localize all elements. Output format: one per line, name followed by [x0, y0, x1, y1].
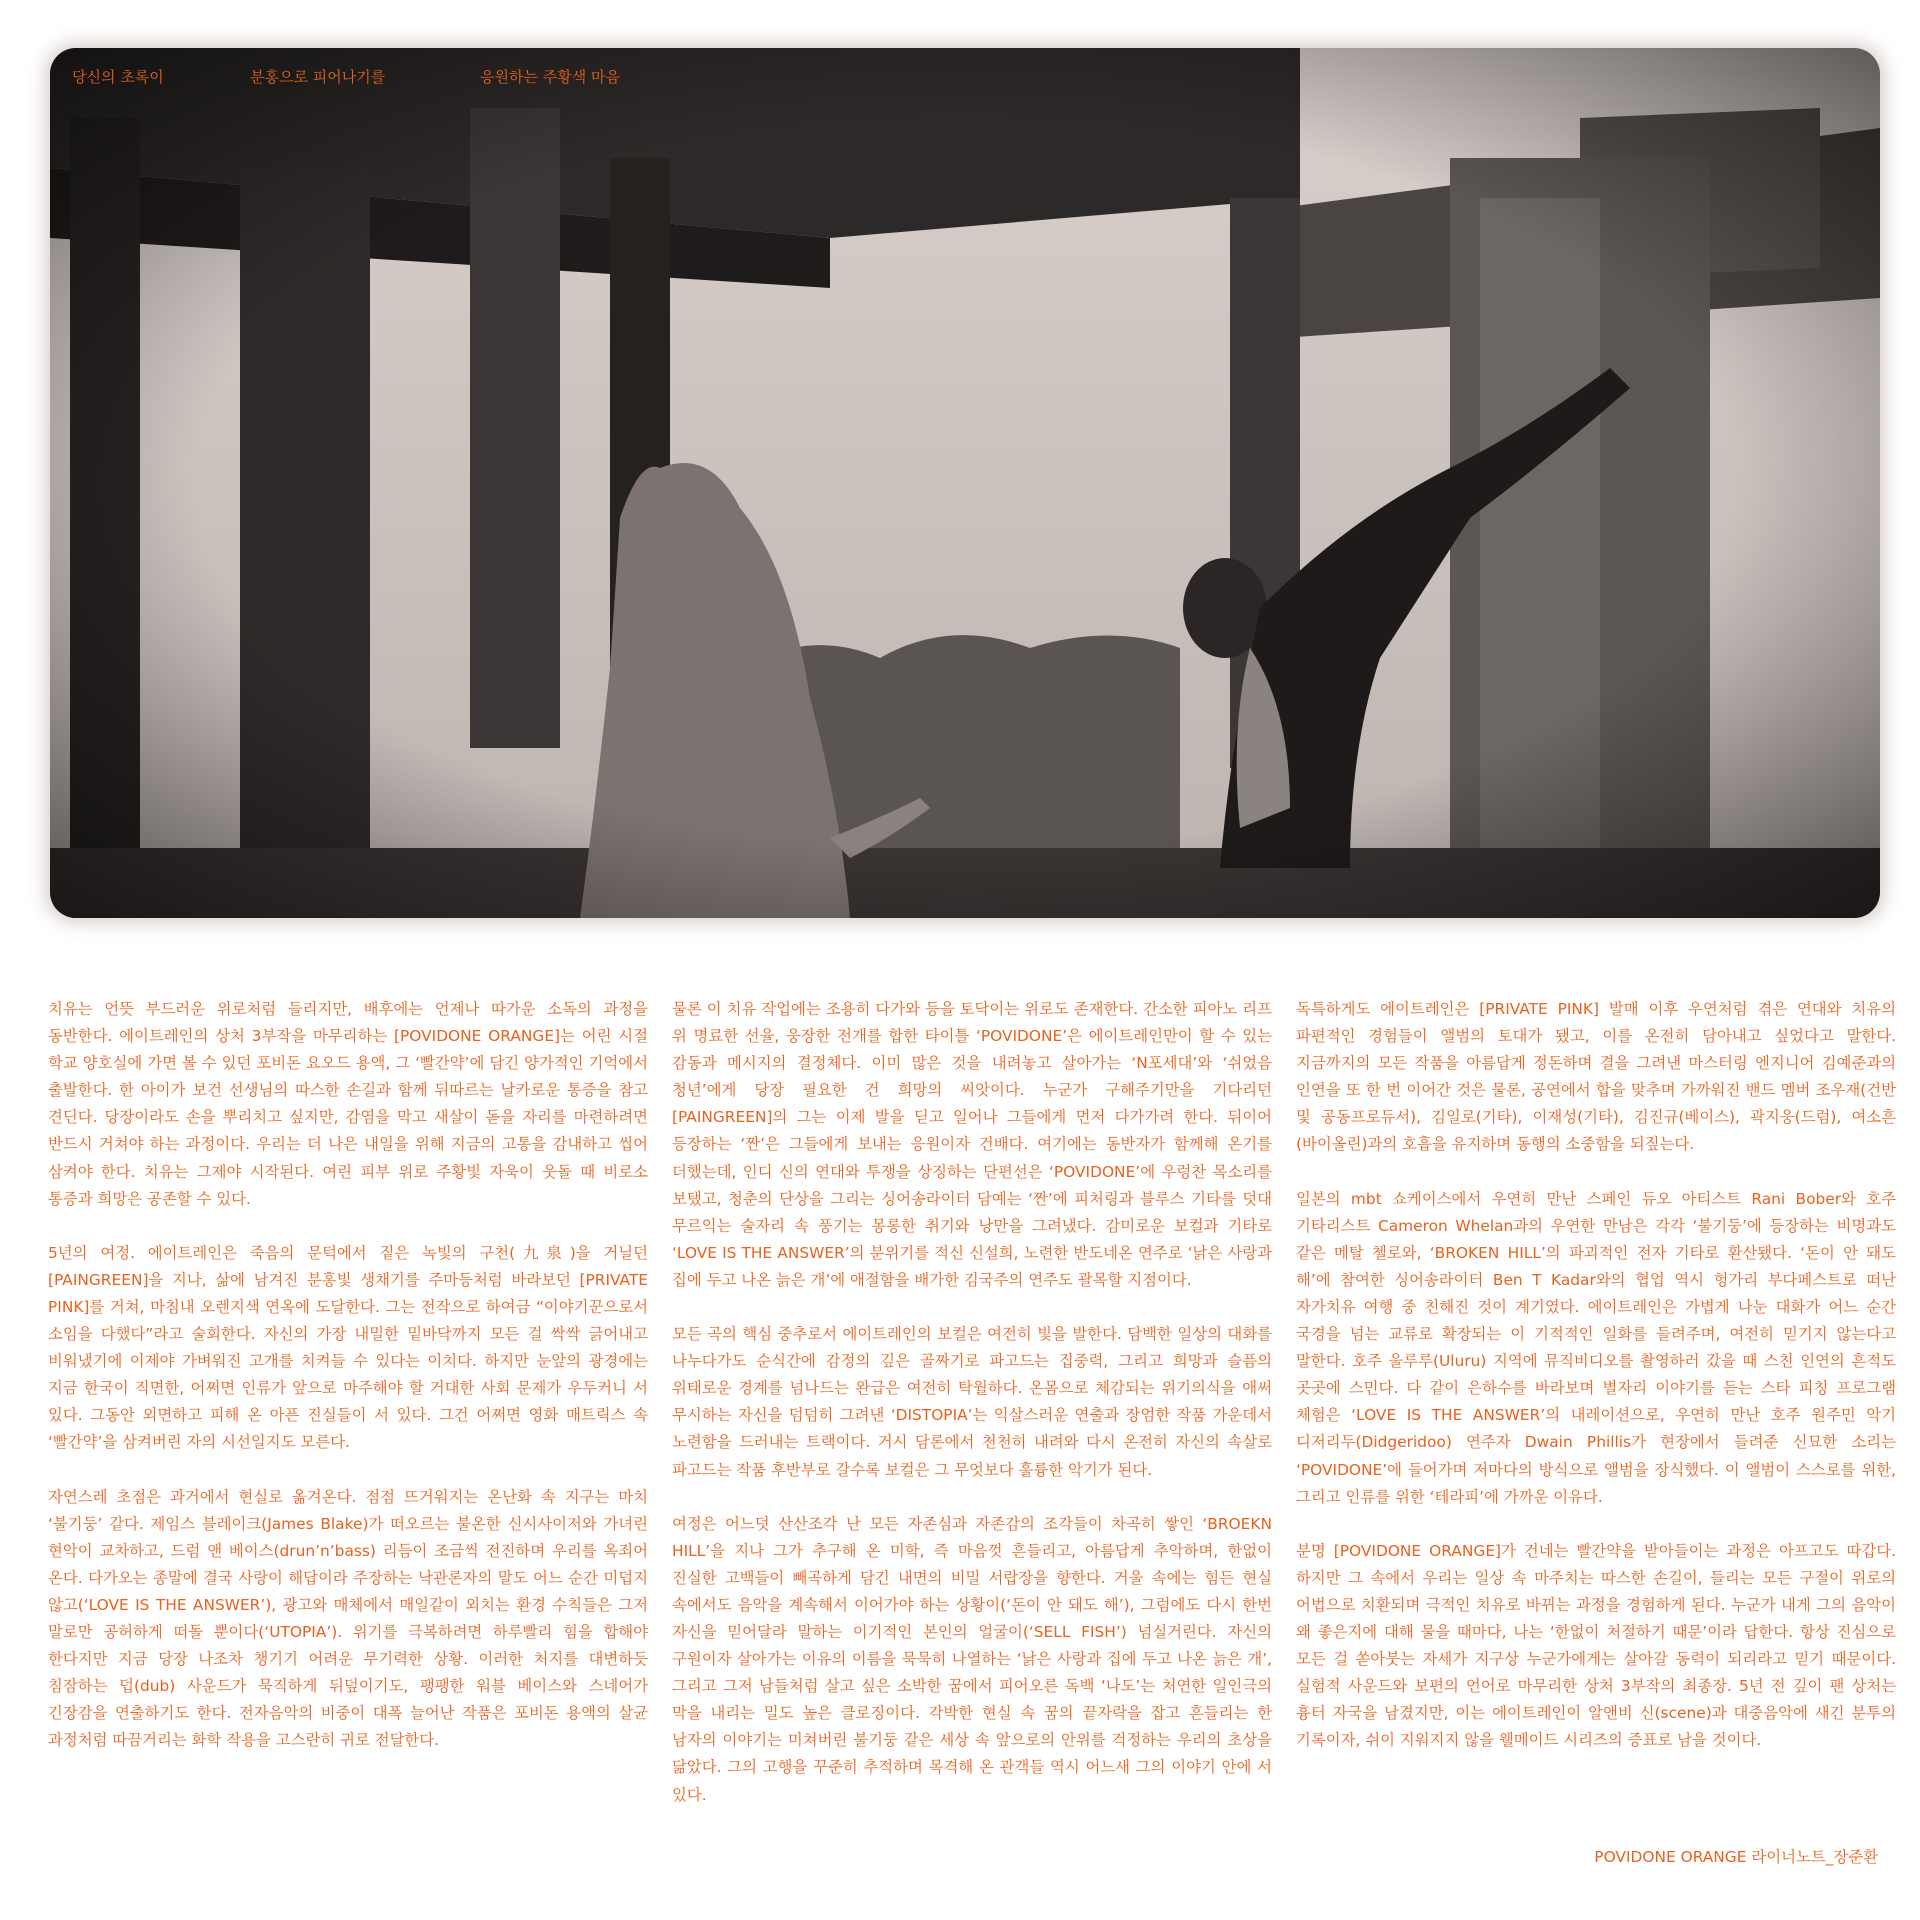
paragraph: 독특하게도 에이트레인은 [PRIVATE PINK] 발매 이후 우연처럼 겪은 연대와 치유의 파편적인 경험들이 앨범의 토대가 됐고, 이를 온전히 담아내고 싶었다고 말한다. 지금까지의 모든 작품을 아름답게 정돈하며 결을 그려낸 마스터링 엔지니어 김예준과의 인연을 또 한 번 이어간 것은 물론, 공연에서 합을 맞추며 가까워진 밴드 멤버 조우재(건반 및 공동프로듀서), 김일로(기타), 이재성(기타), 김진규(베이스), 곽지웅(드럼), 여소흔(바이올린)과의 호흡을 유지하며 동행의 소중함을 되짚는다. — [1296, 1000, 1896, 1154]
credit-line: POVIDONE ORANGE 라이너노트_장준환 — [1594, 1848, 1878, 1866]
text-column-2 — [672, 996, 1272, 1836]
text-column-1 — [48, 996, 648, 1781]
paragraph: 자연스레 초점은 과거에서 현실로 옮겨온다. 점점 뜨거워지는 온난화 속 지구는 마치 ‘불기둥’ 같다. 제임스 블레이크(James Blake)가 떠오르는 불온한 신시사이저와 가녀린 현악이 교차하고, 드럼 앤 베이스(drun’n’bass) 리듬이 조금씩 전진하며 우리를 옥죄어 온다. 다가오는 종말에 결국 사랑이 해답이라 주장하는 낙관론자의 말도 어느 순간 미덥지 않고(‘LOVE IS THE ANSWER’), 광고와 매체에서 매일같이 외치는 환경 수칙들은 그저 말로만 공허하게 떠돌 뿐이다(‘UTOPIA’). 위기를 극복하려면 하루빨리 힘을 합해야 한다지만 지금 당장 나조차 챙기기 어려운 무기력한 상황. 이러한 처지를 대변하듯 침잠하는 덥(dub) 사운드가 묵직하게 뒤덮이기도, 팽팽한 워블 베이스와 스네어가 긴장감을 연출하기도 한다. 전자음악의 비중이 대폭 늘어난 작품은 포비돈 용액의 살균 과정처럼 따끔거리는 화학 작용을 고스란히 귀로 전달한다. — [48, 1487, 648, 1750]
paragraph: 일본의 mbt 쇼케이스에서 우연히 만난 스페인 듀오 아티스트 Rani Bober와 호주 기타리스트 Cameron Whelan과의 우연한 만남은 각각 ‘불기둥’에 등장하는 비명과도 같은 메탈 첼로와, ‘BROKEN HILL’의 파괴적인 전자 기타로 환산됐다. ‘돈이 안 돼도 해’에 참여한 싱어송라이터 Ben T Kadar와의 협업 역시 헝가리 부다페스트로 떠난 자가치유 여행 중 친해진 것이 계기였다. 에이트레인은 가볍게 나눈 대화가 어느 순간 국경을 넘는 교류로 확장되는 이 기적적인 일화를 들려주며, 여전히 믿기지 않는다고 말한다. 호주 울루루(Uluru) 지역에 뮤직비디오를 촬영하러 갔을 때 스친 인연의 흔적도 곳곳에 스민다. 다 같이 은하수를 바라보며 별자리 이야기를 듣는 스타 피칭 프로그램 체험은 ‘LOVE IS THE ANSWER’의 내레이션으로, 우연히 만난 호주 원주민 악기 디저리두(Didgeridoo) 연주자 Dwain Phillis가 현장에서 들려준 신묘한 소리는 ‘POVIDONE’에 들어가며 저마다의 방식으로 앨범을 장식했다. 이 앨범이 스스로를 위한, 그리고 인류를 위한 ‘테라피’에 가까운 이유다. — [1296, 1189, 1896, 1506]
paragraph: 여정은 어느덧 산산조각 난 모든 자존심과 자존감의 조각들이 차곡히 쌓인 ‘BROEKN HILL’을 지나 그가 추구해 온 미학, 즉 마음껏 흔들리고, 아름답게 추악하며, 한없이 진실한 고백들이 빼곡하게 담긴 내면의 비밀 서랍장을 향한다. 거울 속에는 힘든 현실 속에서도 음악을 계속해서 이어가야 하는 상황이(‘돈이 안 돼도 해’), 그럼에도 다시 한번 자신을 믿어달라 말하는 이기적인 본인의 얼굴이(‘SELL FISH’) 넘실거린다. 자신의 구원이자 살아가는 이유의 이름을 묵묵히 나열하는 ‘낡은 사랑과 집에 두고 나온 늙은 개’, 그리고 그저 남들처럼 살고 싶은 소박한 꿈에서 피어오른 독백 ‘나도’는 처연한 일인극의 막을 내리는 밀도 높은 클로징이다. 각박한 현실 속 꿈의 끝자락을 잡고 흔들리는 한 남자의 이야기는 미쳐버린 불기둥 같은 세상 속 앞으로의 안위를 걱정하는 우리의 초상을 닮았다. 그의 고행을 꾸준히 추적하며 목격해 온 관객들 역시 어느새 그의 이야기 안에 서 있다. — [672, 1514, 1272, 1804]
paragraph: 치유는 언뜻 부드러운 위로처럼 들리지만, 배후에는 언제나 따가운 소독의 과정을 동반한다. 에이트레인의 상처 3부작을 마무리하는 [POVIDONE ORANGE]는 어린 시절 학교 양호실에 가면 볼 수 있던 포비돈 요오드 용액, 그 ‘빨간약’에 담긴 양가적인 기억에서 출발한다. 한 아이가 보건 선생님의 따스한 손길과 함께 뒤따르는 날카로운 통증을 참고 견딘다. 당장이라도 손을 뿌리치고 싶지만, 감염을 막고 새살이 돋을 자리를 마련하려면 반드시 거쳐야 하는 과정이다. 우리는 더 나은 내일을 위해 지금의 고통을 감내하고 씹어 삼켜야 한다. 치유는 그제야 시작된다. 여린 피부 위로 주황빛 자욱이 웃돌 때 비로소 통증과 희망은 공존할 수 있다. — [48, 1000, 648, 1208]
photo-tagline-3: 응원하는 주황색 마음 — [480, 68, 620, 86]
paragraph: 물론 이 치유 작업에는 조용히 다가와 등을 토닥이는 위로도 존재한다. 간소한 피아노 리프 위 명료한 선율, 웅장한 전개를 합한 타이틀 ‘POVIDONE’은 에이트레인만이 할 수 있는 감동과 메시지의 결정체다. 이미 많은 것을 내려놓고 살아가는 ‘N포세대’와 ‘쉬었음 청년’에게 당장 필요한 건 희망의 씨앗이다. 누군가 구해주기만을 기다리던 [PAINGREEN]의 그는 이제 발을 딛고 일어나 그들에게 먼저 다가가려 한다. 뒤이어 등장하는 ‘짠’은 그들에게 보내는 응원이자 건배다. 여기에는 동반자가 함께해 온기를 더했는데, 인디 신의 연대와 투쟁을 상징하는 단편선은 ‘POVIDONE’에 우렁찬 목소리를 보탰고, 청춘의 단상을 그리는 싱어송라이터 담예는 ‘짠’에 피처링과 블루스 기타를 덧대 무르익는 술자리 속 풍기는 몽롱한 취기와 낭만을 그려냈다. 감미로운 보컬과 기타로 ‘LOVE IS THE ANSWER’의 분위기를 적신 신설희, 노련한 반도네온 연주로 ‘낡은 사랑과 집에 두고 나온 늙은 개’에 애절함을 배가한 김국주의 연주도 괄목할 지점이다. — [672, 1000, 1272, 1289]
photo-tagline-1: 당신의 초록이 — [72, 68, 164, 86]
paragraph: 분명 [POVIDONE ORANGE]가 건네는 빨간약을 받아들이는 과정은 아프고도 따갑다. 하지만 그 속에서 우리는 일상 속 마주치는 따스한 손길이, 들리는 모든 구절이 위로의 어법으로 치환되며 극적인 치유로 바뀌는 과정을 경험하게 된다. 누군가 내게 그의 음악이 왜 좋은지에 대해 물을 때마다, 나는 ‘한없이 처절하기 때문’이라 답한다. 항상 진심으로 모든 걸 쏟아붓는 자세가 지구상 누군가에게는 살아갈 동력이 되리라고 믿기 때문이다. 실험적 사운드와 보편의 언어로 마무리한 상처 3부작의 최종장. 5년 전 깊이 팬 상처는 흉터 자국을 남겼지만, 이는 에이트레인이 알앤비 신(scene)과 대중음악에 새긴 분투의 기록이자, 쉬이 지워지지 않을 웰메이드 시리즈의 증표로 남을 것이다. — [1296, 1541, 1896, 1750]
paragraph: 모든 곡의 핵심 중추로서 에이트레인의 보컬은 여전히 빛을 발한다. 담백한 일상의 대화를 나누다가도 순식간에 감정의 깊은 골짜기로 파고드는 집중력, 그리고 희망과 슬픔의 위태로운 경계를 넘나드는 완급은 여전히 탁월하다. 온몸으로 체감되는 위기의식을 애써 무시하는 자신을 덤덤히 그려낸 ‘DISTOPIA’는 익살스러운 연출과 장엄한 작품 가운데서 노련함을 드러내는 트랙이다. 거시 담론에서 천천히 내려와 다시 온전히 자신의 속살로 파고드는 작품 후반부로 갈수록 보컬은 그 무엇보다 훌륭한 악기가 된다. — [672, 1325, 1272, 1479]
text-column-3 — [1296, 996, 1896, 1781]
paragraph: 5년의 여정. 에이트레인은 죽음의 문턱에서 짙은 녹빛의 구천(九泉)을 거닐던 [PAINGREEN]을 지나, 삶에 남겨진 분홍빛 생채기를 주마등처럼 바라보던 [PRIVATE PINK]를 거쳐, 마침내 오렌지색 연옥에 도달한다. 그는 전작으로 하여금 “이야기꾼으로서 소임을 다했다”라고 술회한다. 자신의 가장 내밀한 밑바닥까지 모든 걸 싹싹 긁어내고 비워냈기에 이제야 가벼워진 고개를 치켜들 수 있다는 이치다. 하지만 눈앞의 광경에는 지금 한국이 직면한, 어쩌면 인류가 앞으로 마주해야 할 거대한 사회 문제가 우두커니 서 있다. 그동안 외면하고 피해 온 아픈 진실들이 서 있다. 그건 어쩌면 영화 매트릭스 속 ‘빨간약’을 삼켜버린 자의 시선일지도 모른다. — [48, 1243, 648, 1452]
photo-tagline-2: 분홍으로 피어나기를 — [250, 68, 386, 86]
cover-photo — [50, 48, 1880, 918]
